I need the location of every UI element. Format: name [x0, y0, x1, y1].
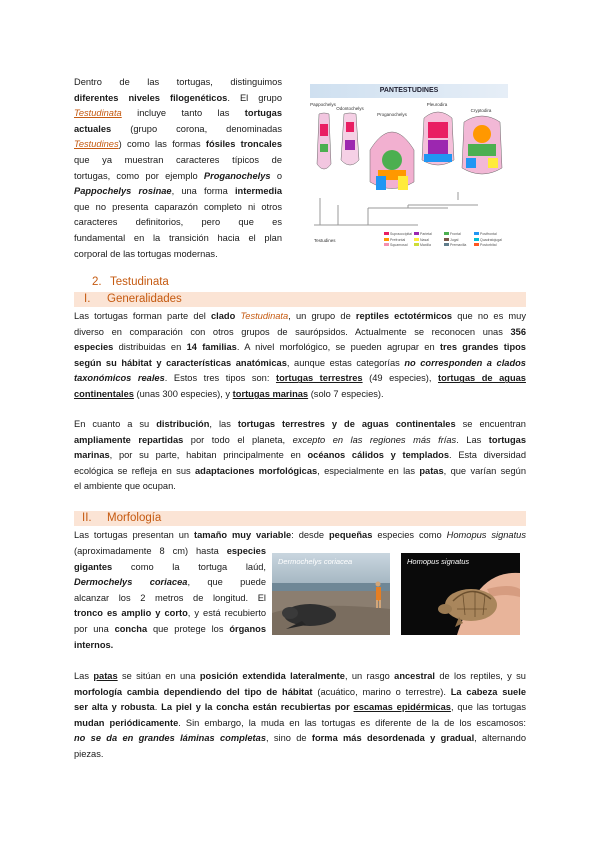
morfologia-paragraph-2 — [74, 669, 526, 763]
text-line: diverso en comparación con otros grupos de saurópsidos. Actualmente se reconocen unas 356 — [74, 326, 526, 337]
intro-line: Dentro de las tortugas, distinguimos — [74, 77, 282, 87]
legend-swatch — [474, 243, 479, 246]
intro-line: que no presenta caparazón completo ni otros — [74, 201, 282, 212]
intro-line: caracteres definitorios, pero que es — [74, 217, 282, 228]
text-line: ecológica se refleja en sus adaptaciones morfológicas, especialmente en las patas, que varían según — [74, 465, 526, 476]
text-line: (aproximadamente 8 cm) hasta especies — [74, 546, 266, 556]
intro-line: fundamental en la transición hacia el plan — [74, 232, 282, 243]
photo-caption: Dermochelys coriacea — [278, 557, 353, 566]
figure-title: PANTESTUDINES — [310, 84, 508, 98]
skull-proganochelys — [370, 132, 414, 190]
text-line: continentales (unas 300 especies), y tortugas marinas (solo 7 especies). — [74, 388, 384, 399]
legend-text: Jugal — [450, 238, 459, 242]
legend-swatch — [444, 238, 449, 241]
pantestudines-cladogram — [308, 80, 510, 250]
text-line: morfología cambia dependiendo del tipo de hábitat (acuático, marino o terrestre). La cabeza suele — [74, 686, 526, 697]
text-line: alcanzar los 2 metros de longitud. El — [74, 592, 266, 603]
subsection-number: II. — [82, 512, 92, 524]
legend-swatch — [474, 238, 479, 241]
generalidades-paragraph-2 — [74, 417, 526, 495]
section-title: Testudinata — [110, 276, 169, 288]
label-odontochelys: Odontochelys — [336, 106, 364, 111]
text-line: marinas, por su parte, habitan principalmente en océanos cálidos y templados. Esta diversidad — [74, 450, 526, 461]
text-line: Las tortugas presentan un tamaño muy variable: desde pequeñas especies como Homopus signatus — [74, 530, 526, 540]
photo-dermochelys — [272, 553, 390, 635]
label-testudines: Testudines — [314, 238, 336, 243]
skull-pleurodira — [422, 112, 454, 165]
legend-text: Quadratojugal — [480, 238, 502, 242]
photo-homopus — [401, 553, 520, 635]
text-line: según su hábitat y características anatómicas, aunque estas categorías no corresponden a clados — [74, 357, 526, 368]
text-line: no se da en grandes láminas completas, sino de forma más desordenada y gradual, alternando — [74, 733, 526, 744]
text-line: especies distribuidas en 14 familias. A nivel morfológico, se pueden agrupar en tres grandes tipos — [74, 342, 526, 353]
intro-line: diferentes niveles filogenéticos. El grupo — [74, 92, 283, 103]
text-line: Dermochelys coriacea, que puede — [74, 577, 266, 588]
legend-swatch — [414, 238, 419, 241]
legend-text: Maxilla — [420, 243, 431, 247]
morfologia-intro-line — [74, 528, 526, 544]
intro-line: Testudines) como las formas fósiles troncales — [74, 139, 282, 150]
text-line: tronco es amplio y corto, y está recubierto — [74, 608, 266, 619]
legend-text: Supraoccipital — [390, 232, 412, 236]
legend-swatch — [414, 232, 419, 235]
legend-swatch — [414, 243, 419, 246]
intro-paragraph — [74, 75, 282, 262]
skull-odontochelys — [341, 113, 359, 165]
text-line: taxonómicos reales. Estos tres tipos son: tortugas terrestres (49 especies), tortugas de aguas — [74, 373, 526, 384]
text-line: el ambiente que ocupan. — [74, 481, 176, 492]
testudinata-link[interactable]: Testudinata — [74, 108, 122, 119]
legend-text: Frontal — [450, 232, 461, 236]
subsection-title: Generalidades — [107, 293, 182, 305]
legend-text: Prefrontal — [390, 238, 406, 242]
subsection-title: Morfología — [107, 512, 162, 524]
intro-line: Pappochelys rosinae, una forma intermedia — [74, 186, 282, 197]
legend-swatch — [384, 232, 389, 235]
label-pappochelys: Pappochelys — [310, 102, 336, 107]
subsection-number: I. — [84, 293, 91, 305]
text-line: En cuanto a su distribución, las tortugas terrestres y de aguas continentales se encuentran — [74, 419, 526, 429]
text-line: mudan periódicamente. Sin embargo, la muda en las tortugas es diferente de la de los escamosos: — [74, 717, 526, 728]
intro-line: actuales (grupo corona, denominadas — [74, 123, 282, 134]
label-proganochelys: Proganochelys — [377, 112, 407, 117]
text-line: ampliamente repartidas por todo el planeta, excepto en las regiones más frías. Las tortugas — [74, 434, 526, 445]
photo-caption: Homopus signatus — [407, 557, 470, 566]
legend-text: Postfrontal — [480, 232, 497, 236]
figure-legend — [384, 232, 506, 248]
legend-text: Premaxilla — [450, 243, 467, 247]
intro-line: Testudinata incluye tanto las tortugas — [74, 108, 282, 119]
skull-cryptodira — [462, 116, 502, 174]
intro-line: tortugas, como por ejemplo Proganochelys o — [74, 170, 282, 181]
skull-pappochelys — [317, 113, 331, 169]
text-line: gigantes como la tortuga laúd, — [74, 561, 266, 572]
text-line: piezas. — [74, 748, 104, 759]
legend-swatch — [474, 232, 479, 235]
label-cryptodira: Cryptodira — [470, 108, 492, 113]
legend-swatch — [444, 232, 449, 235]
generalidades-paragraph-1 — [74, 309, 526, 403]
testudines-link[interactable]: Testudines — [74, 139, 119, 150]
legend-text: Postorbital — [480, 243, 497, 247]
text-line: Las tortugas forman parte del clado Testudinata, un grupo de reptiles ectotérmicos que no es muy — [74, 311, 526, 321]
text-line: ser alta y robusta. La piel y la concha están recubiertas por escamas epidérmicas, que las tortugas — [74, 702, 526, 713]
legend-swatch — [444, 243, 449, 246]
text-line: internos. — [74, 639, 114, 650]
label-pleurodira: Pleurodira — [426, 102, 448, 107]
legend-swatch — [384, 243, 389, 246]
legend-swatch — [384, 238, 389, 241]
legend-text: Parietal — [420, 232, 432, 236]
intro-line: que ya muestran caracteres típicos de — [74, 154, 282, 165]
text-line: Las patas se sitúan en una posición extendida lateralmente, un rasgo ancestral de los reptiles, y su — [74, 671, 526, 681]
morfologia-paragraph-1 — [74, 544, 266, 653]
section-number: 2. — [92, 276, 102, 288]
legend-text: Squamosal — [390, 243, 408, 247]
text-line: por una concha que protege los órganos — [74, 623, 266, 634]
legend-text: Nasal — [420, 238, 429, 242]
intro-line: corporal de las tortugas modernas. — [74, 248, 218, 259]
